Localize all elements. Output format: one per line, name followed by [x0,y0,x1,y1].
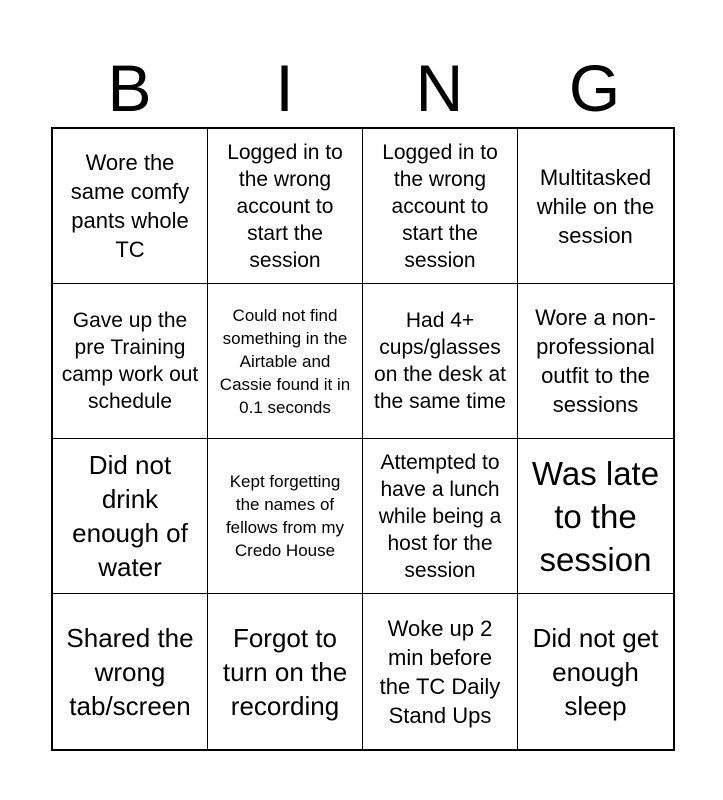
bingo-cell-text: Woke up 2 min before the TC Daily Stand Ups [379,615,501,728]
bingo-cell[interactable] [53,284,208,439]
bingo-cell-text: Attempted to have a lunch while being a host for the session [378,450,502,582]
bingo-cell-text: Wore a non-professional outfit to the sessions [535,305,656,417]
bingo-title [52,48,672,128]
bingo-cell[interactable] [363,439,518,594]
bingo-cell[interactable] [53,129,208,284]
bingo-cell[interactable] [363,284,518,439]
bingo-cell-text: Gave up the pre Training camp work out schedule [61,309,199,413]
title-letter-n: N [415,51,464,125]
bingo-cell[interactable] [53,439,208,594]
bingo-cell-text: Did not drink enough of water [72,450,188,582]
bingo-cell-text: Multitasked while on the session [536,164,655,248]
bingo-cell-text: Did not get enough sleep [532,622,659,721]
bingo-cell[interactable] [518,439,673,594]
bingo-cell-text: Shared the wrong tab/screen [66,622,194,721]
title-letter-b: B [107,51,152,125]
bingo-cell-text: Forgot to turn on the recording [222,622,348,721]
bingo-cell[interactable] [363,129,518,284]
bingo-board [51,127,675,751]
bingo-cell[interactable] [208,594,363,749]
bingo-cell-text: Had 4+ cups/glasses on the desk at the same time [374,309,506,413]
bingo-cell[interactable] [518,284,673,439]
title-letter-g: G [568,51,621,125]
bingo-cell-text: Logged in to the wrong account to start the session [382,140,498,272]
bingo-cell-text: Could not find something in the Airtable and Cassie found it in 0.1 seconds [219,305,351,417]
bingo-cell[interactable] [208,129,363,284]
bingo-cell[interactable] [363,594,518,749]
bingo-cell[interactable] [518,129,673,284]
bingo-cell[interactable] [208,439,363,594]
bingo-cell-text: Was late to the session [531,454,660,578]
bingo-cell-text: Logged in to the wrong account to start the session [227,140,343,272]
bingo-cell[interactable] [53,594,208,749]
bingo-cell[interactable] [518,594,673,749]
title-letter-i: I [275,51,294,125]
bingo-cell-text: Kept forgetting the names of fellows from my Credo House [225,472,345,560]
bingo-cell-text: Wore the same comfy pants whole TC [70,150,190,262]
bingo-cell[interactable] [208,284,363,439]
